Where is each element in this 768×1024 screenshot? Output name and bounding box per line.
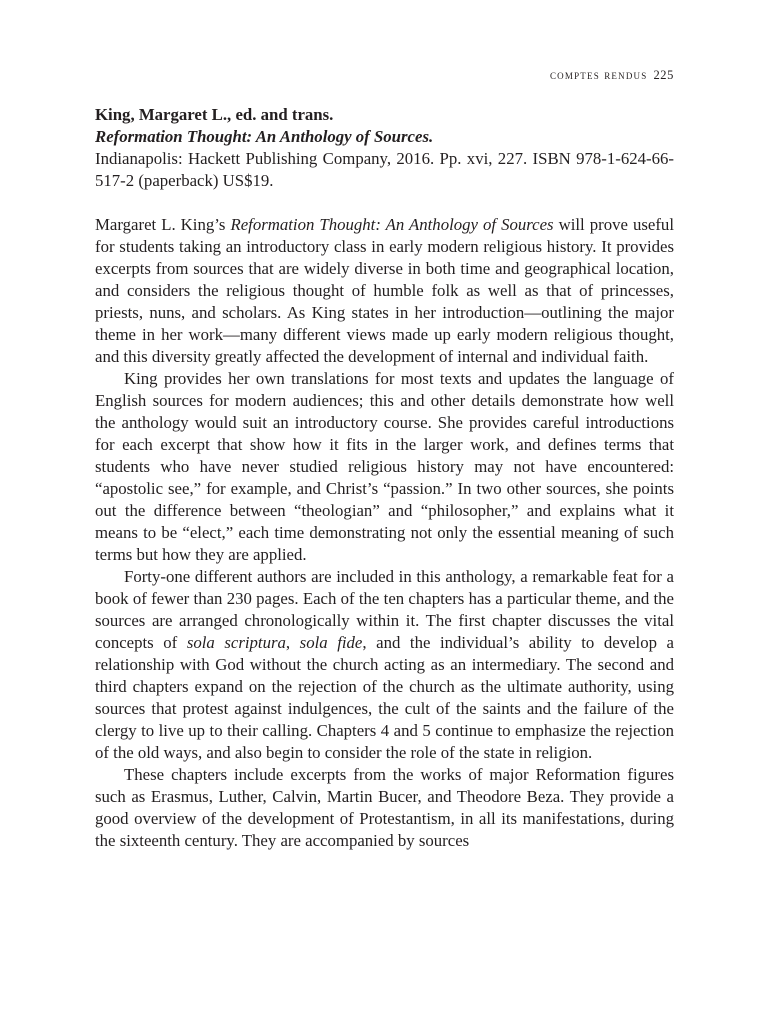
paragraph-3-text-a: Forty-one different authors are included in this anthology, a remarkable feat for a book of fewer than 230 pages. Each of the ten chapters has a particular theme, and the sources are arranged chronologically within it. The first chapter discusses the vital concepts of (95, 567, 674, 652)
page-number: 225 (653, 68, 674, 82)
paragraph-1-book-title: Reformation Thought: An Anthology of Sources (230, 215, 554, 234)
paragraph-3-term-sola-scriptura: sola scriptura (186, 633, 286, 652)
paragraph-3-term-sola-fide: sola fide (299, 633, 363, 652)
paragraph-1-text-a: Margaret L. King’s (95, 215, 231, 234)
running-head-label: comptes rendus (549, 68, 648, 82)
paragraph-4: These chapters include excerpts from the works of major Reformation figures such as Erasmus, Luther, Calvin, Martin Bucer, and Theodore Beza. They provide a good overview of the development of Protestantism, in all its manifestations, during the sixteenth century. They are accompanied by sources (95, 765, 674, 850)
paragraph-1 (95, 214, 674, 368)
paragraph-2: King provides her own translations for most texts and updates the language of English sources for modern audiences; this and other details demonstrate how well the anthology would suit an introductory course. She provides careful introductions for each excerpt that show how it fits in the larger work, and defines terms that students who have never studied religious history may not have encountered: “apostolic see,” for example, and Christ’s “passion.” In two other sources, she points out the difference between “theologian” and “philosopher,” and explains what it means to be “elect,” each time demonstrating not only the essential meaning of such terms but how they are applied. (95, 369, 674, 564)
citation-title: Reformation Thought: An Anthology of Sources. (95, 127, 434, 146)
paragraph-1-text-c: will prove useful for students taking an introductory class in early modern religious history. It provides excerpts from sources that are widely diverse in both time and geographical location, and considers the religious thought of humble folk as well as that of princesses, priests, nuns, and scholars. As King states in her introduction—outlining the major theme in her work—many different views made up early modern religious thought, and this diversity greatly affected the development of internal and individual faith. (95, 215, 674, 366)
citation-publication: Indianapolis: Hackett Publishing Company, 2016. Pp. xvi, 227. ISBN 978-1-624-66-517-2 (paperback) US$19. (95, 149, 674, 190)
running-head (95, 66, 674, 84)
paragraph-3-text-e: , and the individual’s ability to develop a relationship with God without the church acting as an intermediary. The second and third chapters expand on the rejection of the church as the ultimate authority, using sources that protest against indulgences, the cult of the saints and the failure of the clergy to live up to their calling. Chapters 4 and 5 continue to emphasize the rejection of the old ways, and also begin to consider the role of the state in religion. (95, 633, 674, 762)
citation-author: King, Margaret L., ed. and trans. (95, 105, 334, 124)
review-page (95, 66, 674, 852)
book-citation (95, 104, 674, 192)
paragraph-3 (95, 566, 674, 764)
review-body (95, 214, 674, 852)
paragraph-3-text-c: , (285, 633, 300, 652)
